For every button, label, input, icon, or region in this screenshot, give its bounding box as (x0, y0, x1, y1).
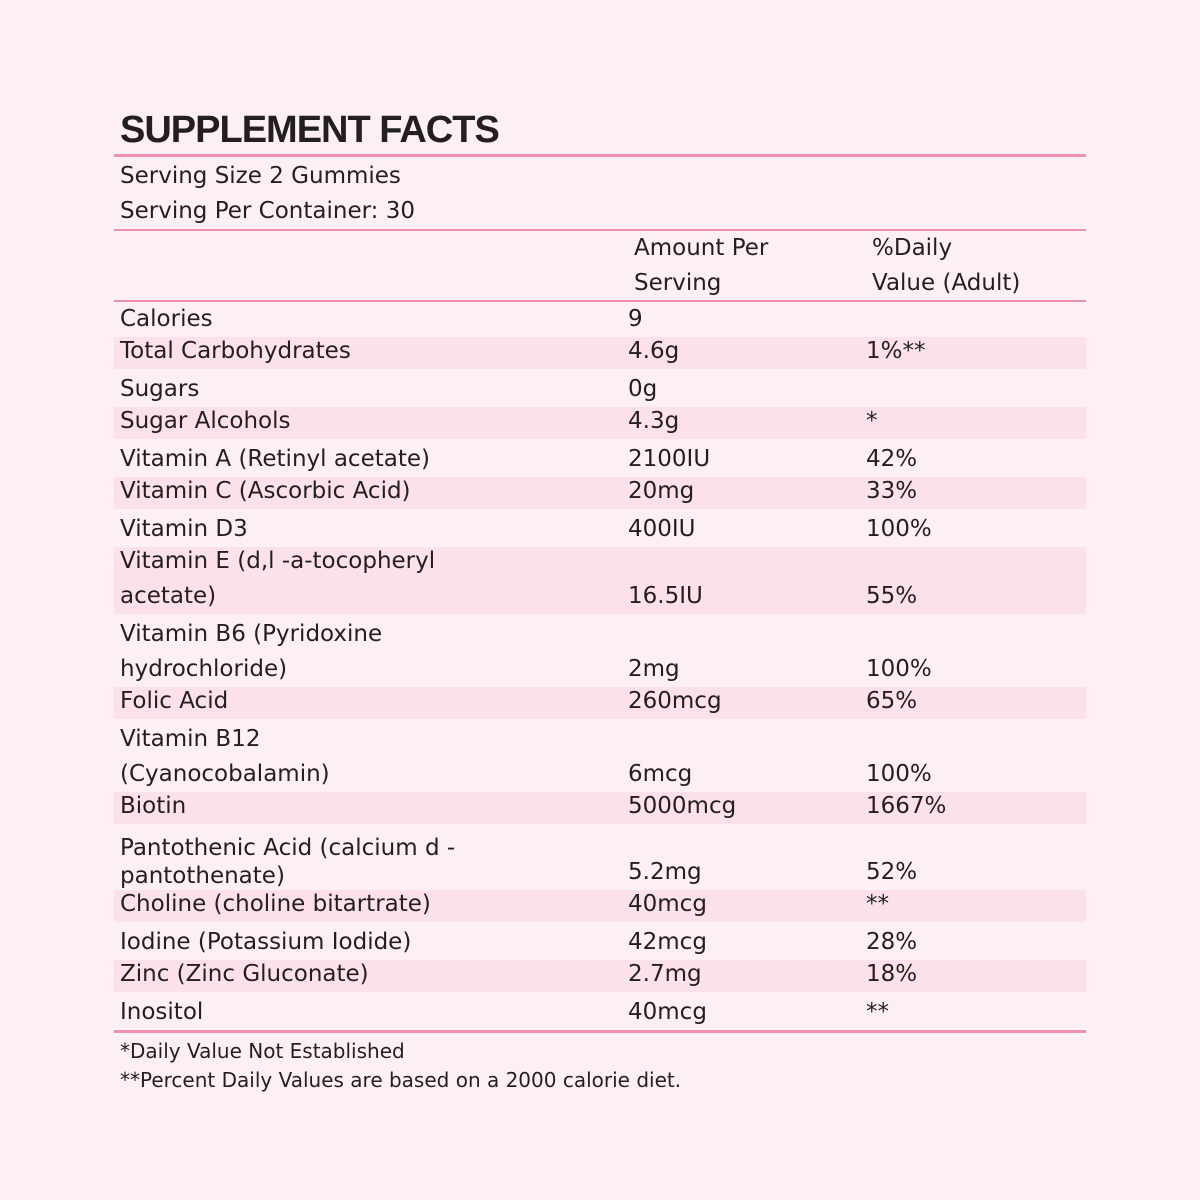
table-row (114, 827, 1086, 890)
nutrient-name: Vitamin B12 (Cyanocobalamin) (120, 726, 330, 787)
nutrient-amount: 2100IU (628, 446, 711, 472)
supplement-facts-panel (114, 106, 1086, 1095)
column-header-row (114, 231, 1086, 300)
daily-value-header-line-2: Value (Adult) (872, 270, 1021, 296)
nutrient-amount: 400IU (628, 516, 696, 542)
title-divider (114, 154, 1086, 157)
table-row (114, 925, 1086, 960)
nutrient-name: Total Carbohydrates (120, 338, 351, 364)
nutrient-amount: 16.5IU (628, 583, 703, 609)
table-row (114, 442, 1086, 477)
nutrient-name: Iodine (Potassium Iodide) (120, 929, 412, 955)
nutrient-amount: 6mcg (628, 761, 693, 787)
nutrient-name: Calories (120, 306, 213, 332)
nutrient-name: Pantothenic Acid (calcium d - pantothenate) (120, 835, 456, 889)
nutrient-amount: 20mg (628, 478, 695, 504)
table-row (114, 687, 1086, 719)
table-row (114, 512, 1086, 547)
nutrient-name: Biotin (120, 793, 187, 819)
nutrient-amount: 4.6g (628, 338, 680, 364)
nutrient-name: Sugars (120, 376, 200, 402)
table-row (114, 890, 1086, 922)
nutrient-table (114, 302, 1086, 1030)
nutrient-name: Vitamin D3 (120, 516, 248, 542)
panel-title: SUPPLEMENT FACTS (120, 109, 499, 151)
nutrient-amount: 42mcg (628, 929, 707, 955)
nutrient-daily-value: 65% (866, 688, 918, 714)
nutrient-amount: 2mg (628, 656, 680, 682)
footnote-daily-value: *Daily Value Not Established (120, 1039, 405, 1063)
nutrient-column-header (114, 231, 634, 300)
nutrient-name: Vitamin A (Retinyl acetate) (120, 446, 430, 472)
table-row (114, 547, 1086, 614)
nutrient-amount: 40mcg (628, 891, 707, 917)
nutrient-daily-value: 52% (866, 859, 918, 885)
nutrient-daily-value: 100% (866, 761, 932, 787)
nutrient-daily-value: 18% (866, 961, 918, 987)
nutrient-daily-value: 55% (866, 583, 918, 609)
table-row (114, 792, 1086, 824)
nutrient-amount: 4.3g (628, 408, 680, 434)
footnote-calorie-diet: **Percent Daily Values are based on a 2000 calorie diet. (120, 1068, 682, 1092)
nutrient-amount: 5.2mg (628, 859, 702, 885)
table-row (114, 372, 1086, 407)
nutrient-name: Vitamin C (Ascorbic Acid) (120, 478, 411, 504)
nutrient-daily-value: ** (866, 999, 889, 1025)
nutrient-daily-value: ** (866, 891, 889, 917)
table-row (114, 302, 1086, 337)
nutrient-amount: 2.7mg (628, 961, 702, 987)
nutrient-amount: 0g (628, 376, 658, 402)
nutrient-amount: 9 (628, 306, 643, 332)
nutrient-name: Inositol (120, 999, 204, 1025)
nutrient-name: Vitamin B6 (Pyridoxine hydrochloride) (120, 621, 383, 682)
amount-header-line-2: Serving (634, 270, 722, 296)
nutrient-name: Sugar Alcohols (120, 408, 291, 434)
daily-value-header-line-1: %Daily (872, 235, 953, 261)
table-row (114, 407, 1086, 439)
nutrient-amount: 40mcg (628, 999, 707, 1025)
nutrient-daily-value: 28% (866, 929, 918, 955)
nutrient-name: Vitamin E (d,l -a-tocopheryl acetate) (120, 548, 436, 609)
table-row (114, 960, 1086, 992)
table-row (114, 337, 1086, 369)
amount-column-header (634, 231, 872, 300)
nutrient-daily-value: * (866, 408, 878, 434)
nutrient-name: Zinc (Zinc Gluconate) (120, 961, 369, 987)
table-row (114, 722, 1086, 792)
nutrient-daily-value: 100% (866, 656, 932, 682)
nutrient-name: Folic Acid (120, 688, 229, 714)
nutrient-name: Choline (choline bitartrate) (120, 891, 431, 917)
nutrient-daily-value: 100% (866, 516, 932, 542)
nutrient-daily-value: 1%** (866, 338, 926, 364)
table-row (114, 995, 1086, 1030)
table-row (114, 477, 1086, 509)
nutrient-daily-value: 33% (866, 478, 918, 504)
nutrient-daily-value: 1667% (866, 793, 947, 819)
nutrient-daily-value: 42% (866, 446, 918, 472)
amount-header-line-1: Amount Per (634, 235, 769, 261)
serving-size: Serving Size 2 Gummies (120, 163, 401, 189)
footnotes (114, 1037, 1086, 1095)
nutrient-amount: 260mcg (628, 688, 722, 714)
table-row (114, 617, 1086, 687)
nutrient-amount: 5000mcg (628, 793, 737, 819)
servings-per-container: Serving Per Container: 30 (120, 198, 415, 224)
daily-value-column-header (872, 231, 1086, 300)
table-bottom-divider (114, 1030, 1086, 1033)
